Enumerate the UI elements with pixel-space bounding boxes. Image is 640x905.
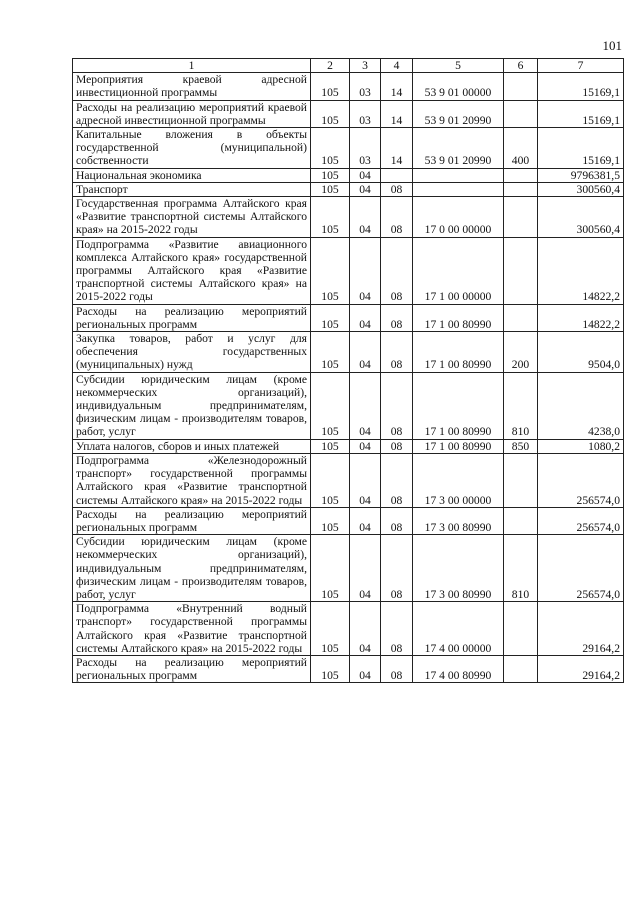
row-subsection-cell: 08 (381, 535, 413, 602)
row-subsection-cell: 08 (381, 304, 413, 331)
row-code-cell: 105 (311, 453, 350, 507)
row-name-cell: Субсидии юридическим лицам (кроме некоммерческих организаций), индивидуальным предпринимателям, физическим лицам - производителям товаров, работ, услуг (73, 372, 311, 439)
row-subsection-cell: 08 (381, 237, 413, 304)
table-row (73, 372, 624, 439)
row-code-cell: 105 (311, 439, 350, 453)
table-row (73, 73, 624, 100)
row-section-cell: 04 (350, 304, 381, 331)
row-expense-type-cell (504, 73, 538, 100)
table-row (73, 655, 624, 682)
row-name-cell: Закупка товаров, работ и услуг для обеспечения государственных (муниципальных) нужд (73, 332, 311, 373)
row-expense-type-cell: 810 (504, 372, 538, 439)
column-header: 6 (504, 59, 538, 73)
row-code-cell: 105 (311, 535, 350, 602)
table-row (73, 237, 624, 304)
row-subsection-cell: 08 (381, 182, 413, 196)
row-expense-type-cell (504, 655, 538, 682)
row-code-cell: 105 (311, 304, 350, 331)
row-amount-cell: 300560,4 (538, 182, 624, 196)
row-amount-cell: 9504,0 (538, 332, 624, 373)
table-row (73, 332, 624, 373)
row-expense-type-cell (504, 197, 538, 238)
column-header: 7 (538, 59, 624, 73)
row-name-cell: Подпрограмма «Развитие авиационного комплекса Алтайского края» государственной программы Алтайского края «Развитие транспортной системы Алтайского края» на 2015-2022 годы (73, 237, 311, 304)
row-subsection-cell: 08 (381, 439, 413, 453)
row-amount-cell: 256574,0 (538, 535, 624, 602)
row-subsection-cell: 14 (381, 128, 413, 169)
row-section-cell: 03 (350, 128, 381, 169)
row-section-cell: 04 (350, 182, 381, 196)
row-section-cell: 04 (350, 168, 381, 182)
row-subsection-cell: 14 (381, 73, 413, 100)
row-expense-type-cell: 850 (504, 439, 538, 453)
row-name-cell: Государственная программа Алтайского края «Развитие транспортной системы Алтайского края» на 2015-2022 годы (73, 197, 311, 238)
row-code-cell: 105 (311, 182, 350, 196)
table-row (73, 197, 624, 238)
row-name-cell: Расходы на реализацию мероприятий региональных программ (73, 304, 311, 331)
table-row (73, 439, 624, 453)
row-target-article-cell: 17 1 00 80990 (413, 304, 504, 331)
row-target-article-cell: 17 3 00 00000 (413, 453, 504, 507)
row-amount-cell: 29164,2 (538, 655, 624, 682)
row-subsection-cell: 08 (381, 372, 413, 439)
row-amount-cell: 256574,0 (538, 453, 624, 507)
row-expense-type-cell (504, 100, 538, 127)
row-amount-cell: 300560,4 (538, 197, 624, 238)
row-target-article-cell: 17 3 00 80990 (413, 535, 504, 602)
row-name-cell: Уплата налогов, сборов и иных платежей (73, 439, 311, 453)
row-expense-type-cell (504, 182, 538, 196)
row-target-article-cell: 17 3 00 80990 (413, 507, 504, 534)
row-subsection-cell: 14 (381, 100, 413, 127)
row-subsection-cell: 08 (381, 602, 413, 656)
column-header: 4 (381, 59, 413, 73)
row-expense-type-cell (504, 507, 538, 534)
row-amount-cell: 4238,0 (538, 372, 624, 439)
row-section-cell: 03 (350, 73, 381, 100)
row-section-cell: 03 (350, 100, 381, 127)
row-subsection-cell: 08 (381, 507, 413, 534)
row-subsection-cell: 08 (381, 655, 413, 682)
row-name-cell: Расходы на реализацию мероприятий региональных программ (73, 655, 311, 682)
row-target-article-cell: 17 1 00 80990 (413, 439, 504, 453)
column-header: 5 (413, 59, 504, 73)
row-code-cell: 105 (311, 100, 350, 127)
row-target-article-cell: 53 9 01 20990 (413, 100, 504, 127)
row-amount-cell: 256574,0 (538, 507, 624, 534)
budget-table (72, 58, 624, 683)
page-number: 101 (602, 38, 622, 53)
row-amount-cell: 14822,2 (538, 304, 624, 331)
row-amount-cell: 15169,1 (538, 73, 624, 100)
row-expense-type-cell: 200 (504, 332, 538, 373)
row-expense-type-cell: 810 (504, 535, 538, 602)
column-header: 1 (73, 59, 311, 73)
row-expense-type-cell: 400 (504, 128, 538, 169)
row-expense-type-cell (504, 602, 538, 656)
row-section-cell: 04 (350, 453, 381, 507)
row-amount-cell: 1080,2 (538, 439, 624, 453)
row-code-cell: 105 (311, 197, 350, 238)
row-amount-cell: 15169,1 (538, 128, 624, 169)
row-subsection-cell: 08 (381, 197, 413, 238)
table-row (73, 535, 624, 602)
table-row (73, 507, 624, 534)
table-row (73, 128, 624, 169)
row-expense-type-cell (504, 453, 538, 507)
row-target-article-cell: 17 1 00 80990 (413, 332, 504, 373)
table-row (73, 168, 624, 182)
row-expense-type-cell (504, 304, 538, 331)
row-code-cell: 105 (311, 128, 350, 169)
row-code-cell: 105 (311, 168, 350, 182)
table-row (73, 304, 624, 331)
row-section-cell: 04 (350, 507, 381, 534)
table-row (73, 100, 624, 127)
column-header: 3 (350, 59, 381, 73)
row-amount-cell: 9796381,5 (538, 168, 624, 182)
row-code-cell: 105 (311, 507, 350, 534)
row-code-cell: 105 (311, 237, 350, 304)
row-name-cell: Расходы на реализацию мероприятий краевой адресной инвестиционной программы (73, 100, 311, 127)
row-expense-type-cell (504, 168, 538, 182)
row-name-cell: Подпрограмма «Железнодорожный транспорт» государственной программы Алтайского края «Развитие транспортной системы Алтайского края» на 2015-2022 годы (73, 453, 311, 507)
column-header: 2 (311, 59, 350, 73)
row-expense-type-cell (504, 237, 538, 304)
row-target-article-cell: 17 1 00 00000 (413, 237, 504, 304)
row-target-article-cell: 53 9 01 20990 (413, 128, 504, 169)
row-section-cell: 04 (350, 535, 381, 602)
row-name-cell: Национальная экономика (73, 168, 311, 182)
row-target-article-cell (413, 182, 504, 196)
table-row (73, 182, 624, 196)
row-section-cell: 04 (350, 237, 381, 304)
row-code-cell: 105 (311, 332, 350, 373)
row-subsection-cell: 08 (381, 332, 413, 373)
row-target-article-cell: 17 1 00 80990 (413, 372, 504, 439)
row-name-cell: Капитальные вложения в объекты государственной (муниципальной) собственности (73, 128, 311, 169)
table-row (73, 602, 624, 656)
row-subsection-cell (381, 168, 413, 182)
row-code-cell: 105 (311, 372, 350, 439)
row-code-cell: 105 (311, 73, 350, 100)
row-target-article-cell (413, 168, 504, 182)
table-header-row (73, 59, 624, 73)
row-name-cell: Подпрограмма «Внутренний водный транспорт» государственной программы Алтайского края «Развитие транспортной системы Алтайского края» на 2015-2022 годы (73, 602, 311, 656)
row-section-cell: 04 (350, 372, 381, 439)
row-target-article-cell: 17 4 00 80990 (413, 655, 504, 682)
row-target-article-cell: 53 9 01 00000 (413, 73, 504, 100)
table-row (73, 453, 624, 507)
row-name-cell: Транспорт (73, 182, 311, 196)
row-name-cell: Расходы на реализацию мероприятий региональных программ (73, 507, 311, 534)
row-amount-cell: 15169,1 (538, 100, 624, 127)
row-section-cell: 04 (350, 602, 381, 656)
row-subsection-cell: 08 (381, 453, 413, 507)
row-name-cell: Мероприятия краевой адресной инвестиционной программы (73, 73, 311, 100)
row-code-cell: 105 (311, 655, 350, 682)
row-target-article-cell: 17 4 00 00000 (413, 602, 504, 656)
row-amount-cell: 29164,2 (538, 602, 624, 656)
row-section-cell: 04 (350, 439, 381, 453)
row-name-cell: Субсидии юридическим лицам (кроме некоммерческих организаций), индивидуальным предпринимателям, физическим лицам - производителям товаров, работ, услуг (73, 535, 311, 602)
row-code-cell: 105 (311, 602, 350, 656)
row-section-cell: 04 (350, 197, 381, 238)
row-section-cell: 04 (350, 655, 381, 682)
row-target-article-cell: 17 0 00 00000 (413, 197, 504, 238)
row-section-cell: 04 (350, 332, 381, 373)
row-amount-cell: 14822,2 (538, 237, 624, 304)
